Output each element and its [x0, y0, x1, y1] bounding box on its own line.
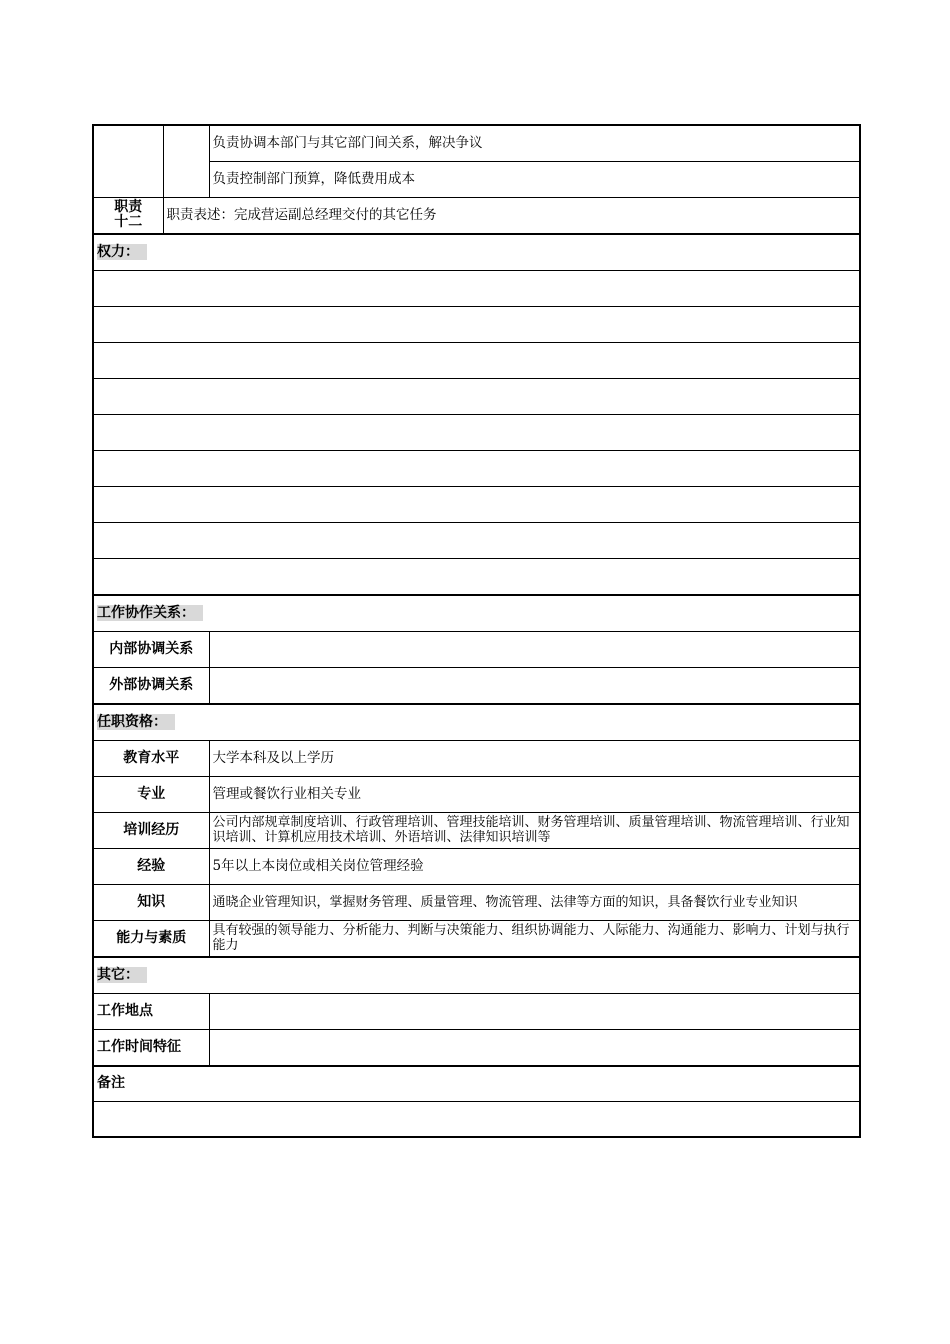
other-title: 其它：: [97, 967, 147, 983]
duty-12-label-line1: 职责: [114, 199, 143, 216]
duty-item: 负责控制部门预算，降低费用成本: [209, 161, 860, 197]
qualification-row: [93, 884, 860, 920]
cooperation-label: 外部协调关系: [93, 667, 209, 704]
other-row: [93, 993, 860, 1029]
qualification-label: 知识: [93, 884, 209, 920]
authority-empty-cell[interactable]: [93, 522, 860, 558]
authority-empty-cell[interactable]: [93, 342, 860, 378]
duty-12-label: [93, 197, 163, 234]
job-description-table: [92, 124, 861, 1138]
other-label: 工作地点: [93, 993, 209, 1029]
duty-12-label-line2: 十二: [114, 214, 143, 231]
cooperation-title-cell: [93, 595, 860, 631]
qualification-label: 教育水平: [93, 740, 209, 776]
qualification-value: 管理或餐饮行业相关专业: [209, 776, 860, 812]
authority-empty-cell[interactable]: [93, 414, 860, 450]
authority-empty-row: [93, 378, 860, 414]
qualification-value: 5年以上本岗位或相关岗位管理经验: [209, 848, 860, 884]
cooperation-value[interactable]: [209, 667, 860, 704]
duty-item: 负责协调本部门与其它部门间关系，解决争议: [209, 125, 860, 161]
job-description-sheet: [92, 124, 859, 1138]
remarks-title: 备注: [93, 1066, 860, 1101]
qualification-row: [93, 812, 860, 848]
cooperation-title: 工作协作关系：: [97, 605, 203, 621]
remarks-value[interactable]: [93, 1101, 860, 1137]
duty-blank-sub-cell: [163, 125, 209, 197]
other-label: 工作时间特征: [93, 1029, 209, 1066]
authority-empty-row: [93, 558, 860, 595]
other-value[interactable]: [209, 1029, 860, 1066]
qualification-row: [93, 848, 860, 884]
authority-empty-cell[interactable]: [93, 378, 860, 414]
qualification-row: [93, 920, 860, 957]
cooperation-value[interactable]: [209, 631, 860, 667]
qualifications-title-cell: [93, 704, 860, 740]
qualification-label: 经验: [93, 848, 209, 884]
qualification-label: 能力与素质: [93, 920, 209, 957]
authority-empty-row: [93, 522, 860, 558]
cooperation-row: [93, 631, 860, 667]
duty-12-text: 职责表述：完成营运副总经理交付的其它任务: [163, 197, 860, 234]
duty-blank-label-cell: [93, 125, 163, 197]
authority-empty-cell[interactable]: [93, 486, 860, 522]
cooperation-row: [93, 667, 860, 704]
authority-empty-cell[interactable]: [93, 270, 860, 306]
authority-empty-cell[interactable]: [93, 558, 860, 595]
qualification-value: 大学本科及以上学历: [209, 740, 860, 776]
authority-empty-row: [93, 306, 860, 342]
cooperation-section-header: [93, 595, 860, 631]
qualification-label: 培训经历: [93, 812, 209, 848]
cooperation-label: 内部协调关系: [93, 631, 209, 667]
authority-empty-row: [93, 270, 860, 306]
authority-empty-row: [93, 414, 860, 450]
authority-empty-cell[interactable]: [93, 306, 860, 342]
other-row: [93, 1029, 860, 1066]
authority-empty-row: [93, 486, 860, 522]
qualification-label: 专业: [93, 776, 209, 812]
qualification-value: 公司内部规章制度培训、行政管理培训、管理技能培训、财务管理培训、质量管理培训、物流管理培训、行业知识培训、计算机应用技术培训、外语培训、法律知识培训等: [209, 812, 860, 848]
remarks-section-header: [93, 1066, 860, 1101]
duty-12-row: [93, 197, 860, 234]
qualification-value: 通晓企业管理知识，掌握财务管理、质量管理、物流管理、法律等方面的知识，具备餐饮行业专业知识: [209, 884, 860, 920]
authority-empty-row: [93, 450, 860, 486]
qualification-value: 具有较强的领导能力、分析能力、判断与决策能力、组织协调能力、人际能力、沟通能力、影响力、计划与执行能力: [209, 920, 860, 957]
authority-empty-cell[interactable]: [93, 450, 860, 486]
authority-title: 权力：: [97, 244, 147, 260]
other-section-header: [93, 957, 860, 993]
qualification-row: [93, 776, 860, 812]
authority-title-cell: [93, 234, 860, 270]
qualifications-section-header: [93, 704, 860, 740]
other-value[interactable]: [209, 993, 860, 1029]
duty-row: [93, 125, 860, 161]
other-title-cell: [93, 957, 860, 993]
authority-empty-row: [93, 342, 860, 378]
duty-row: [93, 161, 860, 197]
qualification-row: [93, 740, 860, 776]
authority-section-header: [93, 234, 860, 270]
qualifications-title: 任职资格：: [97, 714, 175, 730]
remarks-row: [93, 1101, 860, 1137]
